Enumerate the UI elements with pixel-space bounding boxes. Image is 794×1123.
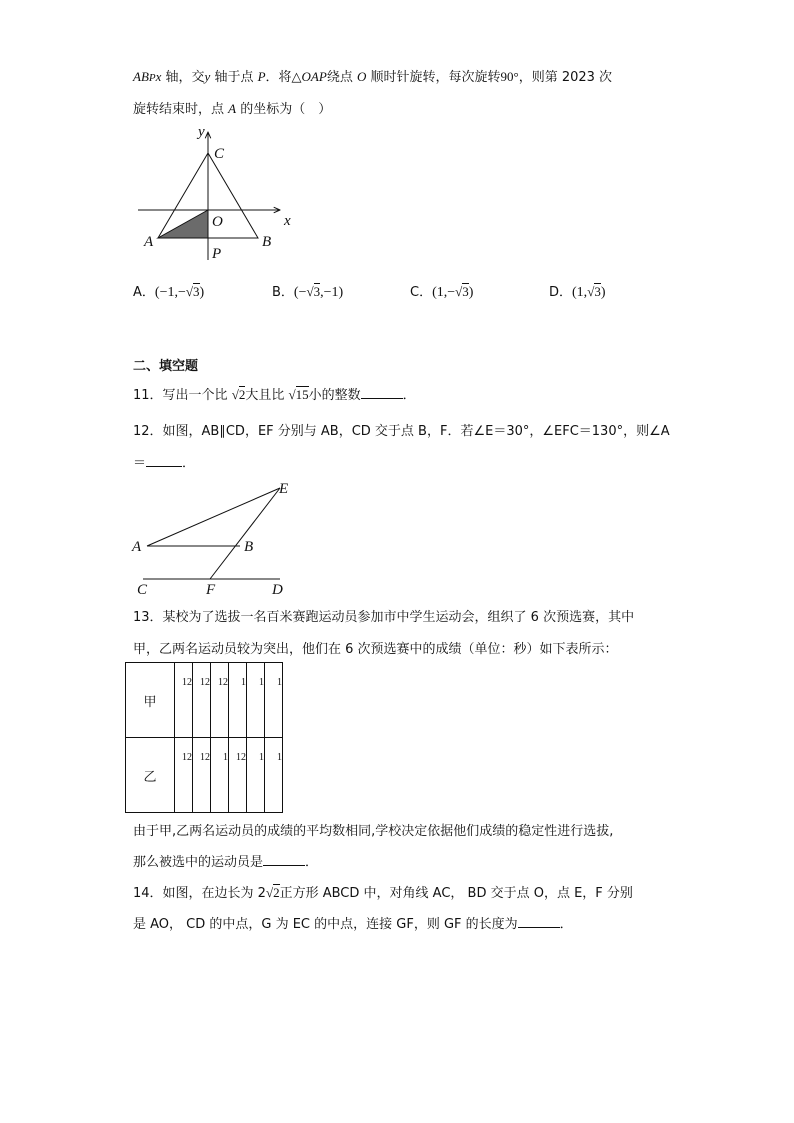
option-c[interactable] — [410, 281, 473, 301]
sqrt-sign: √ — [455, 284, 463, 299]
label-a: A — [144, 234, 154, 250]
label-y: y — [198, 124, 205, 140]
q10-text: 轴于点 — [210, 70, 258, 85]
option-radicand: 3 — [594, 284, 601, 299]
q10-figure — [130, 122, 300, 268]
label-c: C — [214, 146, 225, 162]
sqrt-sign: √ — [587, 284, 595, 299]
option-text: (− — [293, 285, 307, 300]
table-cell: 12 — [175, 738, 193, 813]
q10-line-2 — [133, 98, 331, 117]
row-label: 甲 — [126, 663, 175, 738]
option-d[interactable] — [549, 281, 606, 301]
q12-text: ． — [182, 456, 196, 471]
section-title: 二、填空题 — [133, 359, 199, 374]
table-cell: 12 — [211, 663, 229, 738]
option-text: ,−1) — [320, 285, 344, 300]
table-cell: 1 — [211, 738, 229, 813]
q10-text: AB — [133, 69, 149, 84]
table-cell: 1 — [229, 663, 247, 738]
option-text: ) — [199, 285, 205, 300]
answer-blank[interactable] — [146, 454, 182, 467]
table-cell: 12 — [193, 663, 211, 738]
answer-blank[interactable] — [361, 386, 403, 399]
option-text: ) — [468, 285, 474, 300]
option-letter: C． — [410, 285, 433, 300]
answer-blank[interactable] — [263, 853, 305, 866]
q11-radicand: 2 — [238, 387, 246, 402]
table-cell: 1 — [247, 663, 265, 738]
q10-line-1 — [133, 66, 612, 85]
option-text: (1, — [572, 285, 588, 300]
q10-text: P — [257, 69, 266, 84]
q12-line-1: 12．如图，AB∥CD，EF 分别与 AB，CD 交于点 B，F．若∠E＝30°，∠EFC＝130°，则∠A — [133, 424, 670, 439]
q11-text: 大且比 — [245, 388, 289, 403]
table-cell: 1 — [247, 738, 265, 813]
option-radicand: 3 — [193, 284, 200, 299]
option-text: (−1,− — [154, 285, 186, 300]
q10-text: 90° — [500, 69, 519, 84]
label-x: x — [284, 213, 291, 229]
q10-text: O — [356, 69, 367, 84]
option-letter: B． — [272, 285, 294, 300]
option-radicand: 3 — [313, 284, 321, 299]
q13-text: ． — [305, 855, 319, 870]
q10-text: y — [204, 69, 211, 84]
option-text: ) — [600, 285, 606, 300]
q14-text: 是 AO， CD 的中点，G 为 EC 的中点，连接 GF，则 GF 的长度为 — [133, 917, 518, 932]
sqrt-sign: √ — [265, 885, 274, 900]
q10-text: 旋转结束时，点 — [133, 102, 229, 117]
label-b: B — [244, 539, 254, 555]
q12-text: ＝ — [133, 456, 147, 471]
q13-text: 那么被选中的运动员是 — [133, 855, 264, 870]
q14-text: 14．如图，在边长为 2 — [133, 886, 266, 901]
q10-text: 顺时针旋转，每次旋转 — [366, 70, 501, 85]
option-a[interactable] — [133, 281, 204, 301]
label-e: E — [279, 481, 289, 497]
q10-text: A — [228, 101, 237, 116]
q13-line-1: 13．某校为了选拔一名百米赛跑运动员参加市中学生运动会，组织了 6 次预选赛，其中 — [133, 610, 635, 625]
q10-text: 的坐标为（ ） — [236, 102, 332, 117]
sqrt-sign: √ — [185, 284, 193, 299]
answer-blank[interactable] — [518, 915, 560, 928]
q10-text: x — [155, 69, 162, 84]
q10-text: 轴，交 — [161, 70, 205, 85]
q14-text: ． — [559, 917, 573, 932]
table-cell: 1 — [265, 738, 283, 813]
sqrt-sign: √ — [306, 284, 314, 299]
q10-text: ，则第 2023 次 — [518, 70, 613, 85]
q11-text: ． — [402, 388, 416, 403]
line-ae — [147, 488, 280, 546]
label-d: D — [272, 582, 283, 598]
q11-radicand: 15 — [295, 387, 309, 402]
label-o: O — [212, 214, 223, 230]
q14-line-1 — [133, 882, 633, 901]
line-ef — [210, 488, 280, 579]
option-letter: A． — [133, 285, 155, 300]
table-cell: 12 — [193, 738, 211, 813]
label-p: P — [212, 246, 222, 262]
triangle-oap — [158, 210, 208, 238]
q10-text: 绕点 — [326, 70, 357, 85]
option-text: (1,− — [432, 285, 456, 300]
q13-line-2: 甲，乙两名运动员较为突出，他们在 6 次预选赛中的成绩（单位：秒）如下表所示： — [133, 642, 618, 657]
label-c: C — [137, 582, 148, 598]
table-row — [126, 663, 283, 738]
label-f: F — [206, 582, 216, 598]
q10-text: OAP — [301, 69, 327, 84]
q13-line-3: 由于甲,乙两名运动员的成绩的平均数相同,学校决定依据他们成绩的稳定性进行选拔, — [133, 824, 614, 839]
score-table — [125, 662, 283, 813]
table-cell: 1 — [265, 663, 283, 738]
q12-figure — [130, 478, 300, 600]
option-radicand: 3 — [462, 284, 469, 299]
q10-text: P — [148, 72, 156, 84]
option-letter: D． — [549, 285, 573, 300]
q11-text: 11．写出一个比 — [133, 388, 232, 403]
table-cell: 12 — [175, 663, 193, 738]
q11-text: 小的整数 — [308, 388, 361, 403]
sqrt-sign: √ — [288, 387, 296, 402]
q13-line-4 — [133, 851, 318, 870]
option-b[interactable] — [272, 281, 343, 301]
label-a: A — [132, 539, 142, 555]
q12-line-2 — [133, 452, 195, 471]
q14-line-2 — [133, 913, 573, 932]
table-cell: 12 — [229, 738, 247, 813]
sqrt-sign: √ — [231, 387, 239, 402]
label-b: B — [262, 234, 272, 250]
q14-text: 正方形 ABCD 中，对角线 AC， BD 交于点 O，点 E，F 分别 — [279, 886, 633, 901]
q10-text: ．将△ — [265, 70, 302, 85]
row-label: 乙 — [126, 738, 175, 813]
table-row — [126, 738, 283, 813]
q14-radicand: 2 — [273, 885, 280, 900]
q11 — [133, 384, 416, 403]
